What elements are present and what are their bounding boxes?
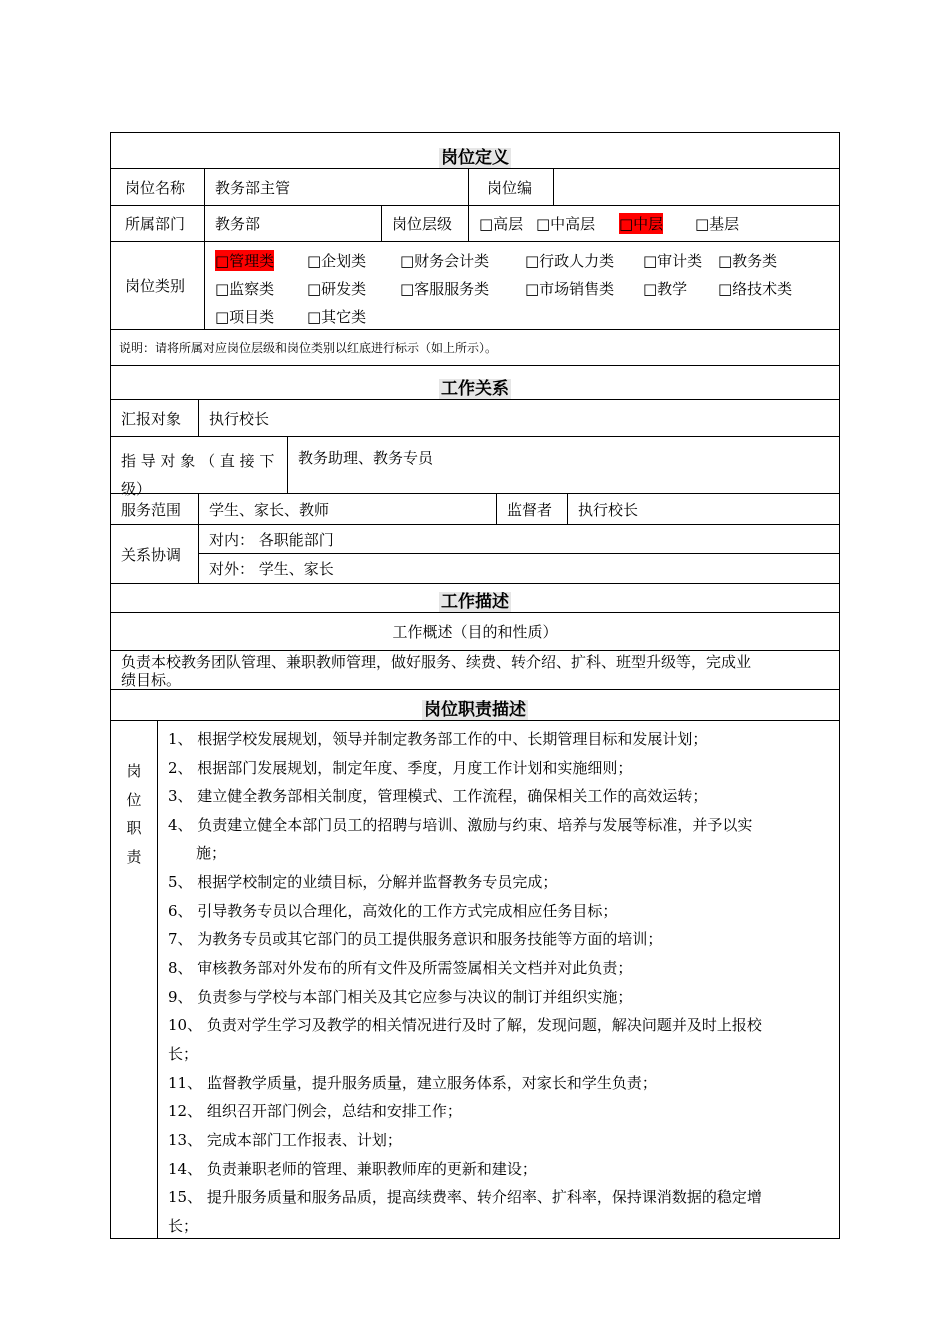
overview-line1: 负责本校教务团队管理、兼职教师管理，做好服务、续费、转介绍、扩科、班型升级等，完成业	[121, 653, 752, 671]
definition-note: 说明：请将所属对应岗位层级和岗位类别以红底进行标示（如上所示）。	[110, 330, 840, 366]
duty-line-continuation: 长；	[168, 1045, 199, 1063]
section-title-relations	[110, 366, 840, 400]
overview-text	[110, 651, 840, 690]
supervisor-value: 执行校长	[567, 494, 839, 524]
category-option-admin-hr[interactable]: □行政人力类	[525, 252, 615, 270]
section-title-duties	[110, 690, 840, 721]
post-code-label: 岗位编	[468, 169, 553, 205]
level-options	[468, 206, 839, 241]
category-option-academic[interactable]: □教务类	[718, 252, 778, 270]
level-label: 岗位层级	[381, 206, 468, 241]
category-option-sales[interactable]: □市场销售类	[525, 280, 615, 298]
duties-side-char: 位	[126, 791, 142, 809]
duties-list	[157, 721, 839, 1238]
duty-line: 3、 建立健全教务部相关制度，管理模式、工作流程，确保相关工作的高效运转；	[168, 787, 708, 805]
category-option-rnd[interactable]: □研发类	[307, 280, 367, 298]
scope-label: 服务范围	[121, 500, 182, 519]
duty-line: 9、 负责参与学校与本部门相关及其它应参与决议的制订并组织实施；	[168, 988, 633, 1006]
duties-row	[110, 721, 840, 1239]
category-option-planning[interactable]: □企划类	[307, 252, 367, 270]
dept-label: 所属部门	[125, 215, 186, 233]
post-name-row	[110, 169, 840, 206]
guide-label-line1: 指 导 对 象 （ 直 接 下	[121, 452, 275, 470]
overview-label-row	[110, 613, 840, 651]
relations-title-text: 工作关系	[441, 379, 509, 399]
duty-line: 12、 组织召开部门例会，总结和安排工作；	[168, 1102, 462, 1120]
job-description-table	[110, 132, 840, 1239]
duty-line: 4、 负责建立健全本部门员工的招聘与培训、激励与约束、培养与发展等标准，并予以实	[168, 816, 753, 834]
report-row	[110, 400, 840, 437]
duty-line: 13、 完成本部门工作报表、计划；	[168, 1131, 402, 1149]
level-option-mid-selected[interactable]: □中层	[619, 215, 664, 233]
scope-row	[110, 494, 840, 525]
category-option-management-selected[interactable]: □管理类	[215, 252, 275, 270]
category-row	[110, 242, 840, 330]
post-code-value	[553, 169, 839, 205]
duty-line: 2、 根据部门发展规划，制定年度、季度，月度工作计划和实施细则；	[168, 759, 633, 777]
duty-line: 5、 根据学校制定的业绩目标，分解并监督教务专员完成；	[168, 873, 558, 891]
department-row	[110, 206, 840, 242]
definition-title-text: 岗位定义	[441, 148, 509, 168]
duty-line: 15、 提升服务质量和服务品质，提高续费率、转介绍率、扩科率，保持课消数据的稳定增	[168, 1188, 762, 1206]
category-label: 岗位类别	[125, 277, 186, 295]
supervisor-label: 监督者	[496, 494, 567, 524]
duty-line-continuation: 施；	[196, 844, 227, 862]
overview-label: 工作概述（目的和性质）	[392, 623, 558, 641]
coord-label: 关系协调	[121, 545, 182, 564]
duties-side-char: 责	[126, 848, 142, 866]
duty-line: 14、 负责兼职老师的管理、兼职教师库的更新和建设；	[168, 1160, 537, 1178]
level-option-base[interactable]: □基层	[695, 215, 740, 233]
duty-line-continuation: 长；	[168, 1217, 199, 1235]
guide-row	[110, 437, 840, 498]
category-option-audit[interactable]: □审计类	[643, 252, 703, 270]
duty-line: 1、 根据学校发展规划，领导并制定教务部工作的中、长期管理目标和发展计划；	[168, 730, 708, 748]
report-value: 执行校长	[198, 400, 839, 436]
duties-side-char: 职	[126, 819, 142, 837]
section-title-definition	[110, 132, 840, 169]
post-name-label: 岗位名称	[125, 178, 186, 197]
post-name-value: 教务部主管	[204, 169, 468, 205]
description-title-text: 工作描述	[441, 592, 509, 612]
category-option-customer-service[interactable]: □客服服务类	[400, 280, 490, 298]
scope-value: 学生、家长、教师	[198, 494, 496, 524]
category-option-supervision[interactable]: □监察类	[215, 280, 275, 298]
coord-outer: 对外： 学生、家长	[198, 554, 839, 583]
duties-side-char: 岗	[126, 762, 142, 780]
category-options	[204, 242, 839, 329]
category-option-teaching[interactable]: □教学	[643, 280, 688, 298]
duty-line: 11、 监督教学质量，提升服务质量，建立服务体系，对家长和学生负责；	[168, 1074, 657, 1092]
category-option-network-tech[interactable]: □络技术类	[718, 280, 793, 298]
category-option-other[interactable]: □其它类	[307, 308, 367, 326]
level-option-mid-high[interactable]: □中高层	[536, 215, 596, 233]
category-option-project[interactable]: □项目类	[215, 308, 275, 326]
duties-title-text: 岗位职责描述	[424, 700, 526, 720]
coordination-row	[110, 525, 840, 584]
level-option-high[interactable]: □高层	[479, 215, 524, 233]
category-option-finance[interactable]: □财务会计类	[400, 252, 490, 270]
duties-side-label	[111, 721, 157, 1238]
duty-line: 6、 引导教务专员以合理化，高效化的工作方式完成相应任务目标；	[168, 902, 618, 920]
section-title-description	[110, 584, 840, 613]
coord-inner: 对内： 各职能部门	[198, 525, 839, 554]
guide-value: 教务助理、教务专员	[287, 437, 839, 493]
overview-line2: 绩目标。	[121, 671, 182, 689]
guide-label-line2: 级）	[121, 480, 152, 498]
duty-line: 7、 为教务专员或其它部门的员工提供服务意识和服务技能等方面的培训；	[168, 930, 663, 948]
report-label: 汇报对象	[121, 409, 182, 428]
duty-line: 8、 审核教务部对外发布的所有文件及所需签属相关文档并对此负责；	[168, 959, 633, 977]
duty-line: 10、 负责对学生学习及教学的相关情况进行及时了解，发现问题，解决问题并及时上报校	[168, 1016, 762, 1034]
dept-value: 教务部	[204, 206, 381, 241]
